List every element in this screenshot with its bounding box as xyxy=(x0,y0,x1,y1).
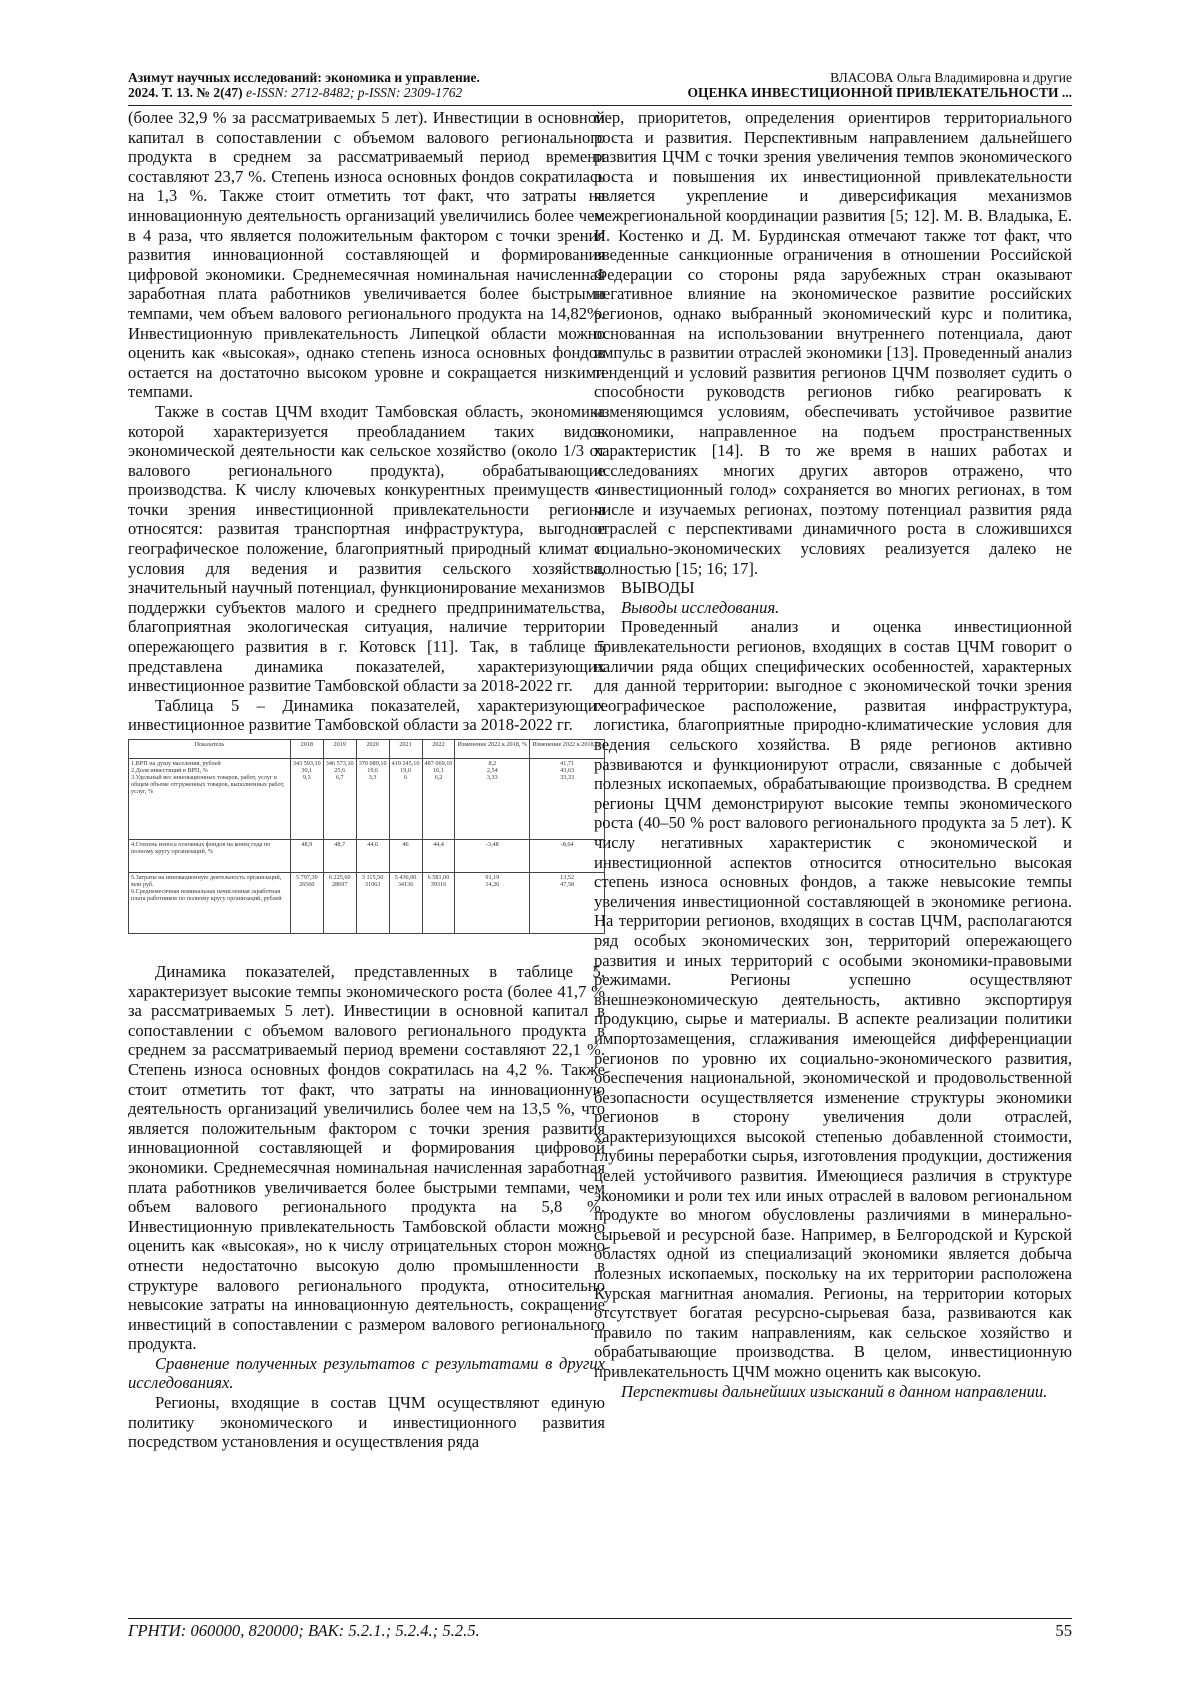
cell-value: 14,26 xyxy=(485,881,500,888)
cell-value: 43,63 xyxy=(560,767,575,774)
cell-value: 6,7 xyxy=(335,774,344,781)
cell-value: 39316 xyxy=(430,881,447,888)
conclusions-heading: ВЫВОДЫ xyxy=(621,578,695,598)
right-paragraph-2: Проведенный анализ и оценка инвестиционной привлекательности регионов, входящих в состав ЦЧМ говорит о наличии ряда общих специфических особенностей, характерных для данной территории: выгодное с экономической точки зрения географическое расположение, развитая инфраструктура, логистика, благоприятные природно-климатические условия для ведения сельского хозяйства. В ряде регионов активно развиваются и функционируют отрасли, связанные с добычей полезных ископаемых, обрабатывающие производства. В среднем регионы ЦЧМ демонстрируют высокие темпы экономического роста (40–50 % рост валового регионального продукта за 5 лет). К числу негативных характеристик с экономической и инвестиционной аспектов относится относительно высокая степень износа основных фондов, а также невысокие темпы увеличения инвестиционной составляющей в экономике региона. На территории регионов, входящих в состав ЦЧМ, располагаются ряд особых экономических зон, территорий опережающего развития и иных территорий с особыми экономики-правовыми режимами. Регионы успешно осуществляют внешнеэкономическую деятельность, активно экспортируя продукцию, сырье и материалы. В аспекте реализации политики импортозамещения, сглаживания имеющейся дифференциации регионов по уровню их социально-экономического развития, обеспечения национальной, экономической и продовольственной безопасности осуществляется изменение структуры экономики регионов в сторону увеличения доли отраслей, характеризующихся высокой степенью добавленной стоимости, глубины переработки сырья, изготовления продукции, достижения целей устойчивого развития. Имеющиеся различия в структуре экономики и роли тех или иных отраслей в валовом региональном продукте во многом обусловлены различиями в минерально-сырьевой и ресурсной базе. Например, в Белгородской и Курской областях одной из специализаций экономики является добыча полезных ископаемых, поскольку на их территории расположена Курская магнитная аномалия. Регионы, на территории которых отсутствует богатая ресурсно-сырьевая база, развиваются как правило по таким направлениям, как сельское хозяйство и обрабатывающие производства. В целом, инвестиционную привлекательность ЦЧМ можно оценить как высокую. xyxy=(594,617,1072,1381)
running-header xyxy=(128,70,1072,104)
article-title: ОЦЕНКА ИНВЕСТИЦИОННОЙ ПРИВЛЕКАТЕЛЬНОСТИ ... xyxy=(687,85,1072,100)
cell-value: 3,33 xyxy=(486,774,498,781)
page-number: 55 xyxy=(1055,1621,1072,1640)
journal-name: Азимут научных исследований: экономика и управление. xyxy=(128,70,480,85)
right-column xyxy=(594,108,1072,1401)
table-cell xyxy=(323,840,356,873)
cell-value: 48,7 xyxy=(334,841,346,848)
cell-value: 44,4 xyxy=(433,841,444,848)
comparison-subheading: Сравнение полученных результатов с результатами в других исследованиях. xyxy=(128,1353,605,1393)
table-cell xyxy=(356,873,389,934)
indicator-label: 5.Затраты на инновационную деятельность организаций, млн руб. xyxy=(131,874,282,888)
left-paragraph-4: Регионы, входящие в состав ЦЧМ осуществляют единую политику экономического и инвестиционного развития посредством установления и осуществления ряда xyxy=(128,1393,605,1452)
table-header-cell: 2019 xyxy=(323,740,356,759)
table-header-cell: Изменение 2022 к 2018, % xyxy=(530,740,605,759)
indicator-label: 3.Удельный вес инновационных товаров, работ, услуг в общем объеме отгруженных товаров, выполненных работ, услуг, % xyxy=(131,774,285,795)
right-paragraph-1: мер, приоритетов, определения ориентиров территориального роста и развития. Перспективным направлением дальнейшего развития ЦЧМ с точки зрения увеличения темпов экономического роста и повышения их инвестиционной привлекательности является укрепление и диверсификация механизмов межрегиональной координации развития [5; 12]. М. В. Владыка, Е. И. Костенко и Д. М. Бурдинская отмечают также тот факт, что введенные санкционные ограничения в отношении Российской Федерации со стороны ряда зарубежных стран оказывают негативное влияние на экономическое развитие российских регионов, однако выбранный экономический курс и политика, основанная на использовании внутреннего потенциала, дают импульс в развитии отраслей экономики [13]. Проведенный анализ тенденций и условий развития регионов ЦЧМ позволяет судить о способности руководств регионов гибко реагировать к изменяющимся условиям, обеспечивать устойчивое развитие экономики, направленное на подъем пространственных характеристик [14]. В то же время в наших работах и исследованиях многих других авторов отражено, что «инвестиционный голод» сохраняется во многих регионах, в том числе и изучаемых регионах, поэтому потенциал развития ряда отраслей с перспективами динамичного роста в сложившихся социально-экономических условиях реализуется далеко не полностью [15; 16; 17]. xyxy=(594,108,1072,578)
cell-value: 46 xyxy=(402,841,409,848)
table-header-cell: 2021 xyxy=(389,740,422,759)
left-paragraph-3: Динамика показателей, представленных в таблице 5, характеризует высокие темпы экономического роста (более 41,7 % за рассматриваемых 5 лет). Инвестиции в основной капитал в сопоставлении с объемом валового регионального продукта в среднем за рассматриваемый период времени составляют 22,1 %. Степень износа основных фондов сократилась на 4,2 %. Также стоит отметить тот факт, что затраты на инновационную деятельность организаций увеличились более чем на 13,5 %, что является положительным фактором с точки зрения развития инновационной составляющей и формирования цифровой экономики. Среднемесячная номинальная начисленная заработная плата работников увеличивается более быстрыми темпами, чем объем валового регионального продукта на 5,8 %. Инвестиционную привлекательность Тамбовской области можно оценить как «высокая», но к числу отрицательных сторон можно отнести недостаточно высокую долю промышленности в структуре валового регионального продукта, относительно невысокие затраты на инновационную деятельность, сокращение инвестиций в сопоставлении с размером валового регионального продукта. xyxy=(128,962,605,1354)
table-cell xyxy=(455,759,530,840)
cell-value: 9,3 xyxy=(302,774,311,781)
table-cell xyxy=(323,873,356,934)
cell-value: 91,19 xyxy=(485,874,500,881)
table-header-cell: 2020 xyxy=(356,740,389,759)
table-cell xyxy=(129,759,291,840)
cell-value: -3,48 xyxy=(485,841,499,848)
cell-value: 6 581,00 xyxy=(427,874,450,881)
cell-value: 343 593,10 xyxy=(292,760,321,767)
table-cell xyxy=(290,759,323,840)
cell-value: 28697 xyxy=(331,881,348,888)
cell-value: 419 245,10 xyxy=(391,760,420,767)
article-info xyxy=(688,70,1072,100)
cell-value: 44,6 xyxy=(367,841,379,848)
cell-value: 26560 xyxy=(299,881,315,888)
table-header-cell: Показатель xyxy=(129,740,291,759)
cell-value: 30,1 xyxy=(301,767,313,774)
table-cell xyxy=(356,840,389,873)
cell-value: 3,3 xyxy=(368,774,377,781)
cell-value: 16,1 xyxy=(433,767,444,774)
cell-value: 3 115,50 xyxy=(361,874,384,881)
table-cell xyxy=(422,759,455,840)
table-cell xyxy=(455,873,530,934)
left-column xyxy=(128,108,605,1452)
cell-value: 41,71 xyxy=(560,760,575,767)
cell-value: 19,0 xyxy=(400,767,411,774)
table-header-cell: 2018 xyxy=(290,740,323,759)
indicator-label: 4.Степень износа основных фондов на конец года по полному кругу организаций, % xyxy=(131,841,271,855)
table-row xyxy=(129,759,605,840)
cell-value: 2,54 xyxy=(486,767,498,774)
journal-issue-line xyxy=(128,85,480,100)
left-paragraph-1: (более 32,9 % за рассматриваемых 5 лет). Инвестиции в основной капитал в сопоставлении с объемом валового регионального продукта в среднем за рассматриваемый период времени составляют 23,7 %. Степень износа основных фондов сократилась на 1,3 %. Также стоит отметить тот факт, что затраты на инновационную деятельность организаций увеличились более чем в 4 раза, что является положительным фактором с точки зрения развития инновационной составляющей и формирования цифровой экономики. Среднемесячная номинальная начисленная заработная плата работников увеличивается более быстрыми темпами, чем объем валового регионального продукта на 14,82%. Инвестиционную привлекательность Липецкой области можно оценить как «высокая», однако степень износа основных фондов остается на достаточно высоком уровне и сокращается низкими темпами. xyxy=(128,108,605,402)
table-cell xyxy=(356,759,389,840)
article-authors: ВЛАСОВА Ольга Владимировна и другие xyxy=(830,70,1072,85)
cell-value: 33,33 xyxy=(560,774,575,781)
cell-value: -8,64 xyxy=(560,841,574,848)
cell-value: 34136 xyxy=(397,881,414,888)
table-cell xyxy=(129,873,291,934)
cell-value: 31063 xyxy=(364,881,381,888)
cell-value: 6,2 xyxy=(434,774,443,781)
table-cell xyxy=(389,759,422,840)
cell-value: 5 436,00 xyxy=(394,874,417,881)
table-header-row xyxy=(129,740,605,759)
table-header-cell: Изменение 2022 к 2018, % xyxy=(455,740,530,759)
table-cell xyxy=(290,873,323,934)
indicator-table xyxy=(128,739,605,934)
cell-value: 346 573,10 xyxy=(325,760,354,767)
journal-issn: e-ISSN: 2712-8482; p-ISSN: 2309-1762 xyxy=(245,85,463,100)
conclusions-subheading: Выводы исследования. xyxy=(621,597,780,617)
cell-value: 48,9 xyxy=(301,841,313,848)
table-cell xyxy=(389,873,422,934)
table-cell xyxy=(455,840,530,873)
indicator-label: 6.Среднемесячная номинальная начисленная заработная плата работников по полному кругу организаций, рублей xyxy=(131,888,282,902)
table-caption: Таблица 5 – Динамика показателей, характеризующих инвестиционное развитие Тамбовской области за 2018-2022 гг. xyxy=(128,695,605,735)
cell-value: 487 069,10 xyxy=(424,760,453,767)
journal-issue: 2024. Т. 13. № 2(47) xyxy=(128,85,243,100)
table-cell xyxy=(290,840,323,873)
indicator-label: 2.Доля инвестиций в ВРП, % xyxy=(131,767,208,774)
left-paragraph-2: Также в состав ЦЧМ входит Тамбовская область, экономика которой характеризуется преобладанием таких видов экономической деятельности как сельское хозяйство (около 1/3 от валового регионального продукта), обрабатывающие производства. К числу ключевых конкурентных преимуществ с точки зрения инвестиционной привлекательности региона относятся: развитая транспортная инфраструктура, выгодное географическое положение, благоприятный природный климат и условия для ведения и развития сельского хозяйства, значительный научный потенциал, функционирование механизмов поддержки субъектов малого и среднего предпринимательства, благоприятная экологическая ситуация, наличие территории опережающего развития в г. Котовск [11]. Так, в таблице 5 представлена динамика показателей, характеризующих инвестиционное развитие Тамбовской области за 2018-2022 гг. xyxy=(128,401,605,696)
cell-value: 370 089,10 xyxy=(358,760,387,767)
cell-value: 6 225,60 xyxy=(328,874,351,881)
prospects-subheading: Перспективы дальнейших изысканий в данном направлении. xyxy=(621,1381,1048,1401)
table-cell xyxy=(323,759,356,840)
cell-value: 47,58 xyxy=(560,881,575,888)
header-rule xyxy=(128,105,1072,106)
cell-value: 13,52 xyxy=(560,874,575,881)
cell-value: 6 xyxy=(404,774,408,781)
cell-value: 8,2 xyxy=(488,760,497,767)
table-cell xyxy=(422,873,455,934)
footer-rule xyxy=(128,1618,1072,1619)
classification-codes: ГРНТИ: 060000, 820000; ВАК: 5.2.1.; 5.2.4.; 5.2.5. xyxy=(128,1621,480,1640)
table-row xyxy=(129,840,605,873)
table-cell xyxy=(422,840,455,873)
journal-info xyxy=(128,70,480,100)
table-header-cell: 2022 xyxy=(422,740,455,759)
cell-value: 5 797,30 xyxy=(295,874,318,881)
cell-value: 19,6 xyxy=(367,767,379,774)
indicator-label: 1.ВРП на душу населения, рублей xyxy=(131,760,221,767)
table-row xyxy=(129,873,605,934)
table-cell xyxy=(129,840,291,873)
cell-value: 25,6 xyxy=(334,767,346,774)
table-cell xyxy=(389,840,422,873)
